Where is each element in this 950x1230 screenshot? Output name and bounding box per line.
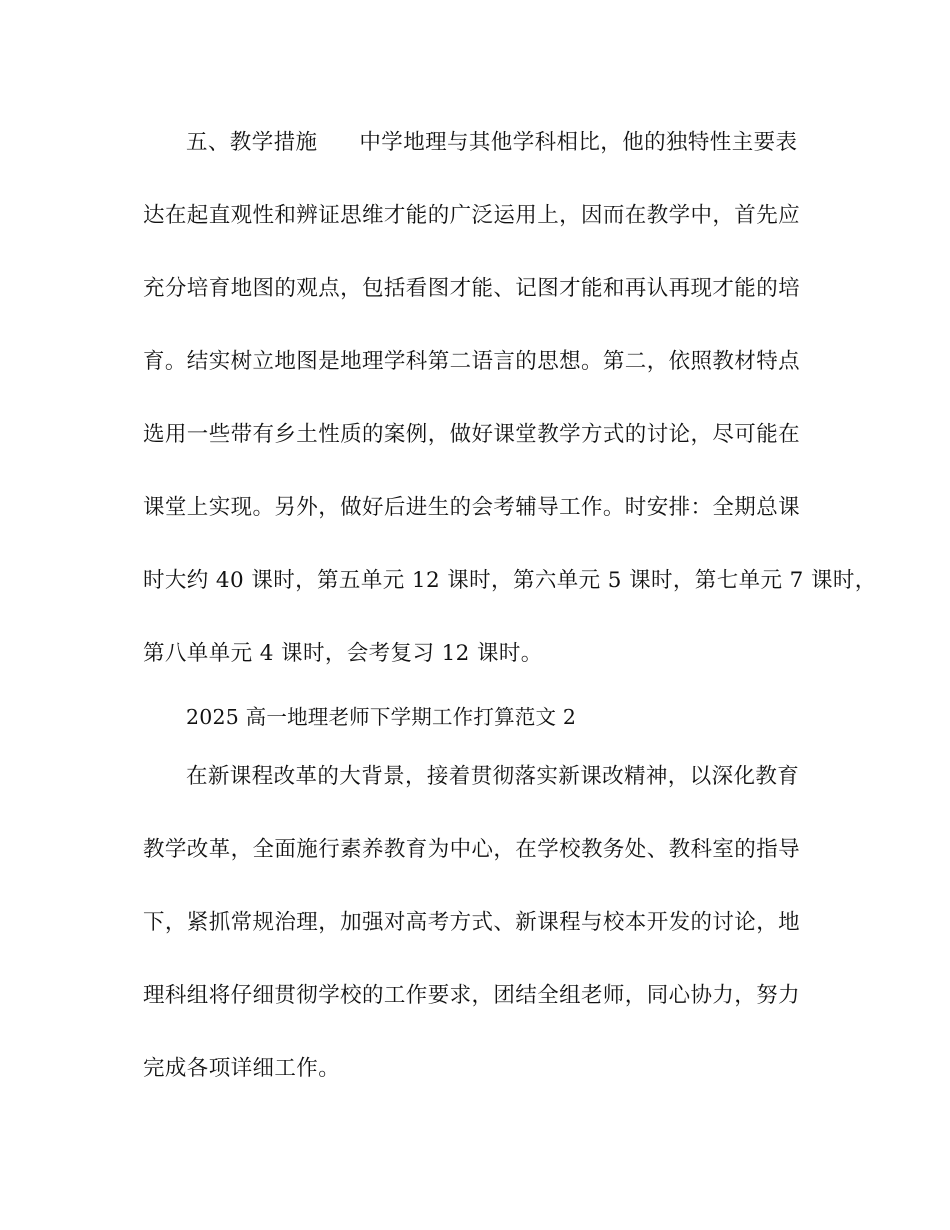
- paragraph-line: 充分培育地图的观点，包括看图才能、记图才能和再认再现才能的培: [143, 276, 801, 301]
- paragraph-line: 理科组将仔细贯彻学校的工作要求，团结全组老师，同心协力，努力: [143, 983, 801, 1008]
- paragraph-line: 下，紧抓常规治理，加强对高考方式、新课程与校本开发的讨论，地: [143, 910, 801, 935]
- paragraph-line: 中学地理与其他学科相比，他的独特性主要表: [359, 130, 798, 155]
- paragraph-line: 教学改革，全面施行素养教育为中心，在学校教务处、教科室的指导: [143, 837, 801, 862]
- paragraph-line: 达在起直观性和辨证思维才能的广泛运用上，因而在教学中，首先应: [143, 203, 801, 228]
- paragraph-line: 选用一些带有乡土性质的案例，做好课堂教学方式的讨论，尽可能在: [143, 422, 801, 447]
- paragraph-line: 育。结实树立地图是地理学科第二语言的思想。第二，依照教材特点: [143, 349, 801, 374]
- paragraph-line: 完成各项详细工作。: [143, 1056, 341, 1081]
- paragraph-line: 在新课程改革的大背景，接着贯彻落实新课改精神，以深化教育: [186, 764, 800, 789]
- section-heading: 2025 高一地理老师下学期工作打算范文 2: [186, 705, 577, 729]
- section-five-first-line: [186, 128, 836, 158]
- paragraph-line: 课堂上实现。另外，做好后进生的会考辅导工作。时安排：全期总课: [143, 495, 801, 520]
- section-five-title: 五、教学措施: [186, 130, 318, 155]
- paragraph-line: 第八单单元 4 课时，会考复习 12 课时。: [143, 641, 543, 666]
- paragraph-line: 时大约 40 课时，第五单元 12 课时，第六单元 5 课时，第七单元 7 课时，: [143, 568, 877, 593]
